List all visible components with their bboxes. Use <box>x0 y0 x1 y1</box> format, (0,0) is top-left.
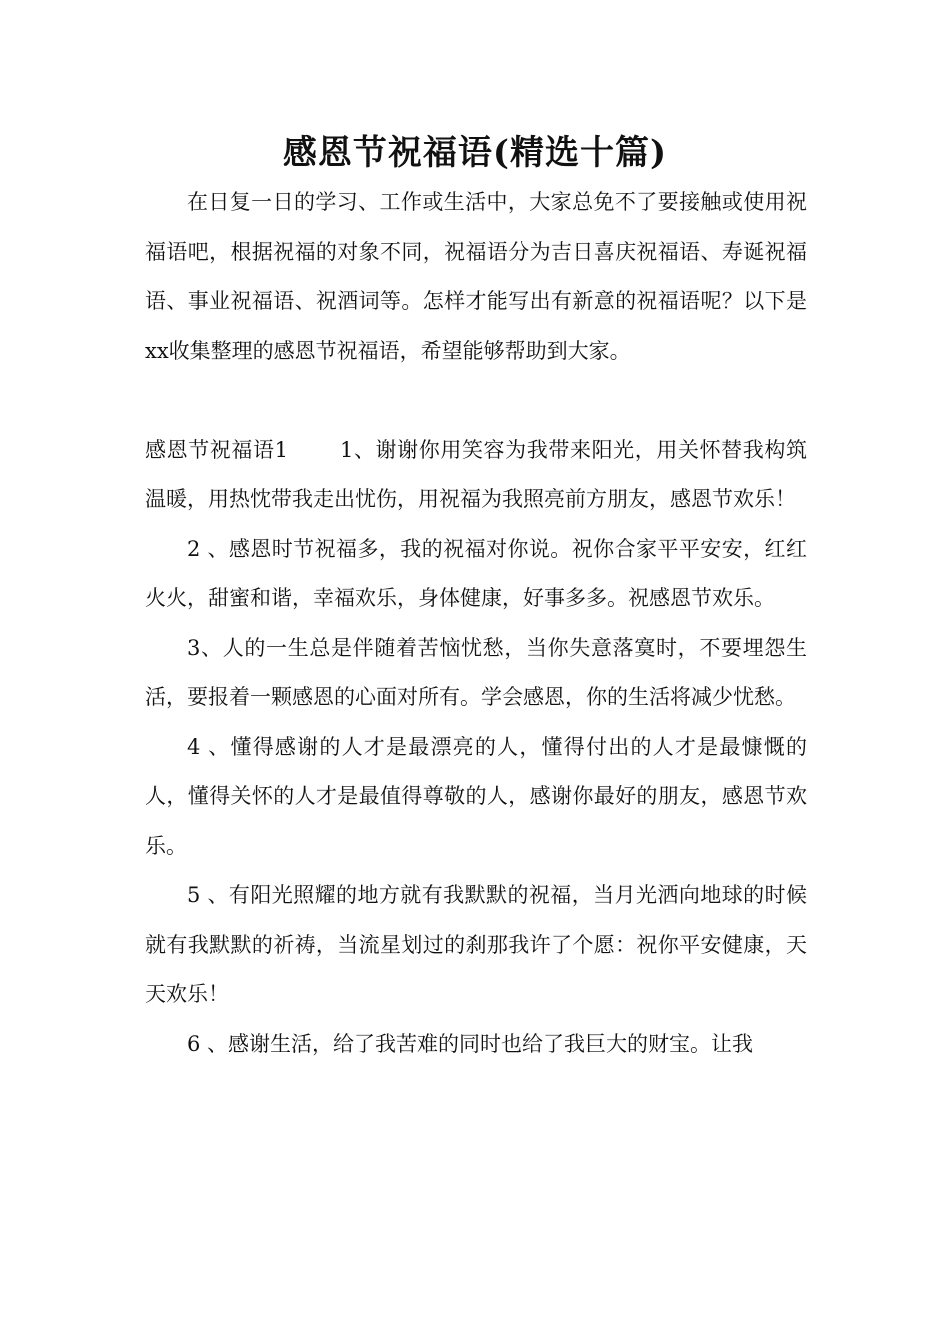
document-body <box>145 178 807 1069</box>
list-item: 1、谢谢你用笑容为我带来阳光，用关怀替我构筑温暖，用热忱带我走出忧伤，用祝福为我照亮前方朋友，感恩节欢乐！ <box>145 437 807 511</box>
list-item: 5 、有阳光照耀的地方就有我默默的祝福，当月光洒向地球的时候就有我默默的祈祷，当流星划过的刹那我许了个愿：祝你平安健康，天天欢乐！ <box>145 883 807 1006</box>
list-item: 6 、感谢生活，给了我苦难的同时也给了我巨大的财宝。让我 <box>187 1031 754 1056</box>
blank-line <box>145 376 807 426</box>
document-title: 感恩节祝福语(精选十篇) <box>282 133 668 173</box>
list-item: 2 、感恩时节祝福多，我的祝福对你说。祝你合家平平安安，红红火火，甜蜜和谐，幸福欢乐，身体健康，好事多多。祝感恩节欢乐。 <box>145 536 807 610</box>
section-heading: 感恩节祝福语1 <box>145 437 288 462</box>
first-item-paragraph <box>145 426 807 525</box>
list-item: 4 、懂得感谢的人才是最漂亮的人，懂得付出的人才是最慷慨的人，懂得关怀的人才是最值得尊敬的人，感谢你最好的朋友，感恩节欢乐。 <box>145 734 807 858</box>
intro-paragraph: 在日复一日的学习、工作或生活中，大家总免不了要接触或使用祝福语吧，根据祝福的对象不同，祝福语分为吉日喜庆祝福语、寿诞祝福语、事业祝福语、祝酒词等。怎样才能写出有新意的祝福语呢？以下是xx收集整理的感恩节祝福语，希望能够帮助到大家。 <box>145 190 807 363</box>
list-item: 3、人的一生总是伴随着苦恼忧愁，当你失意落寞时，不要埋怨生活，要报着一颗感恩的心面对所有。学会感恩，你的生活将减少忧愁。 <box>145 635 807 709</box>
